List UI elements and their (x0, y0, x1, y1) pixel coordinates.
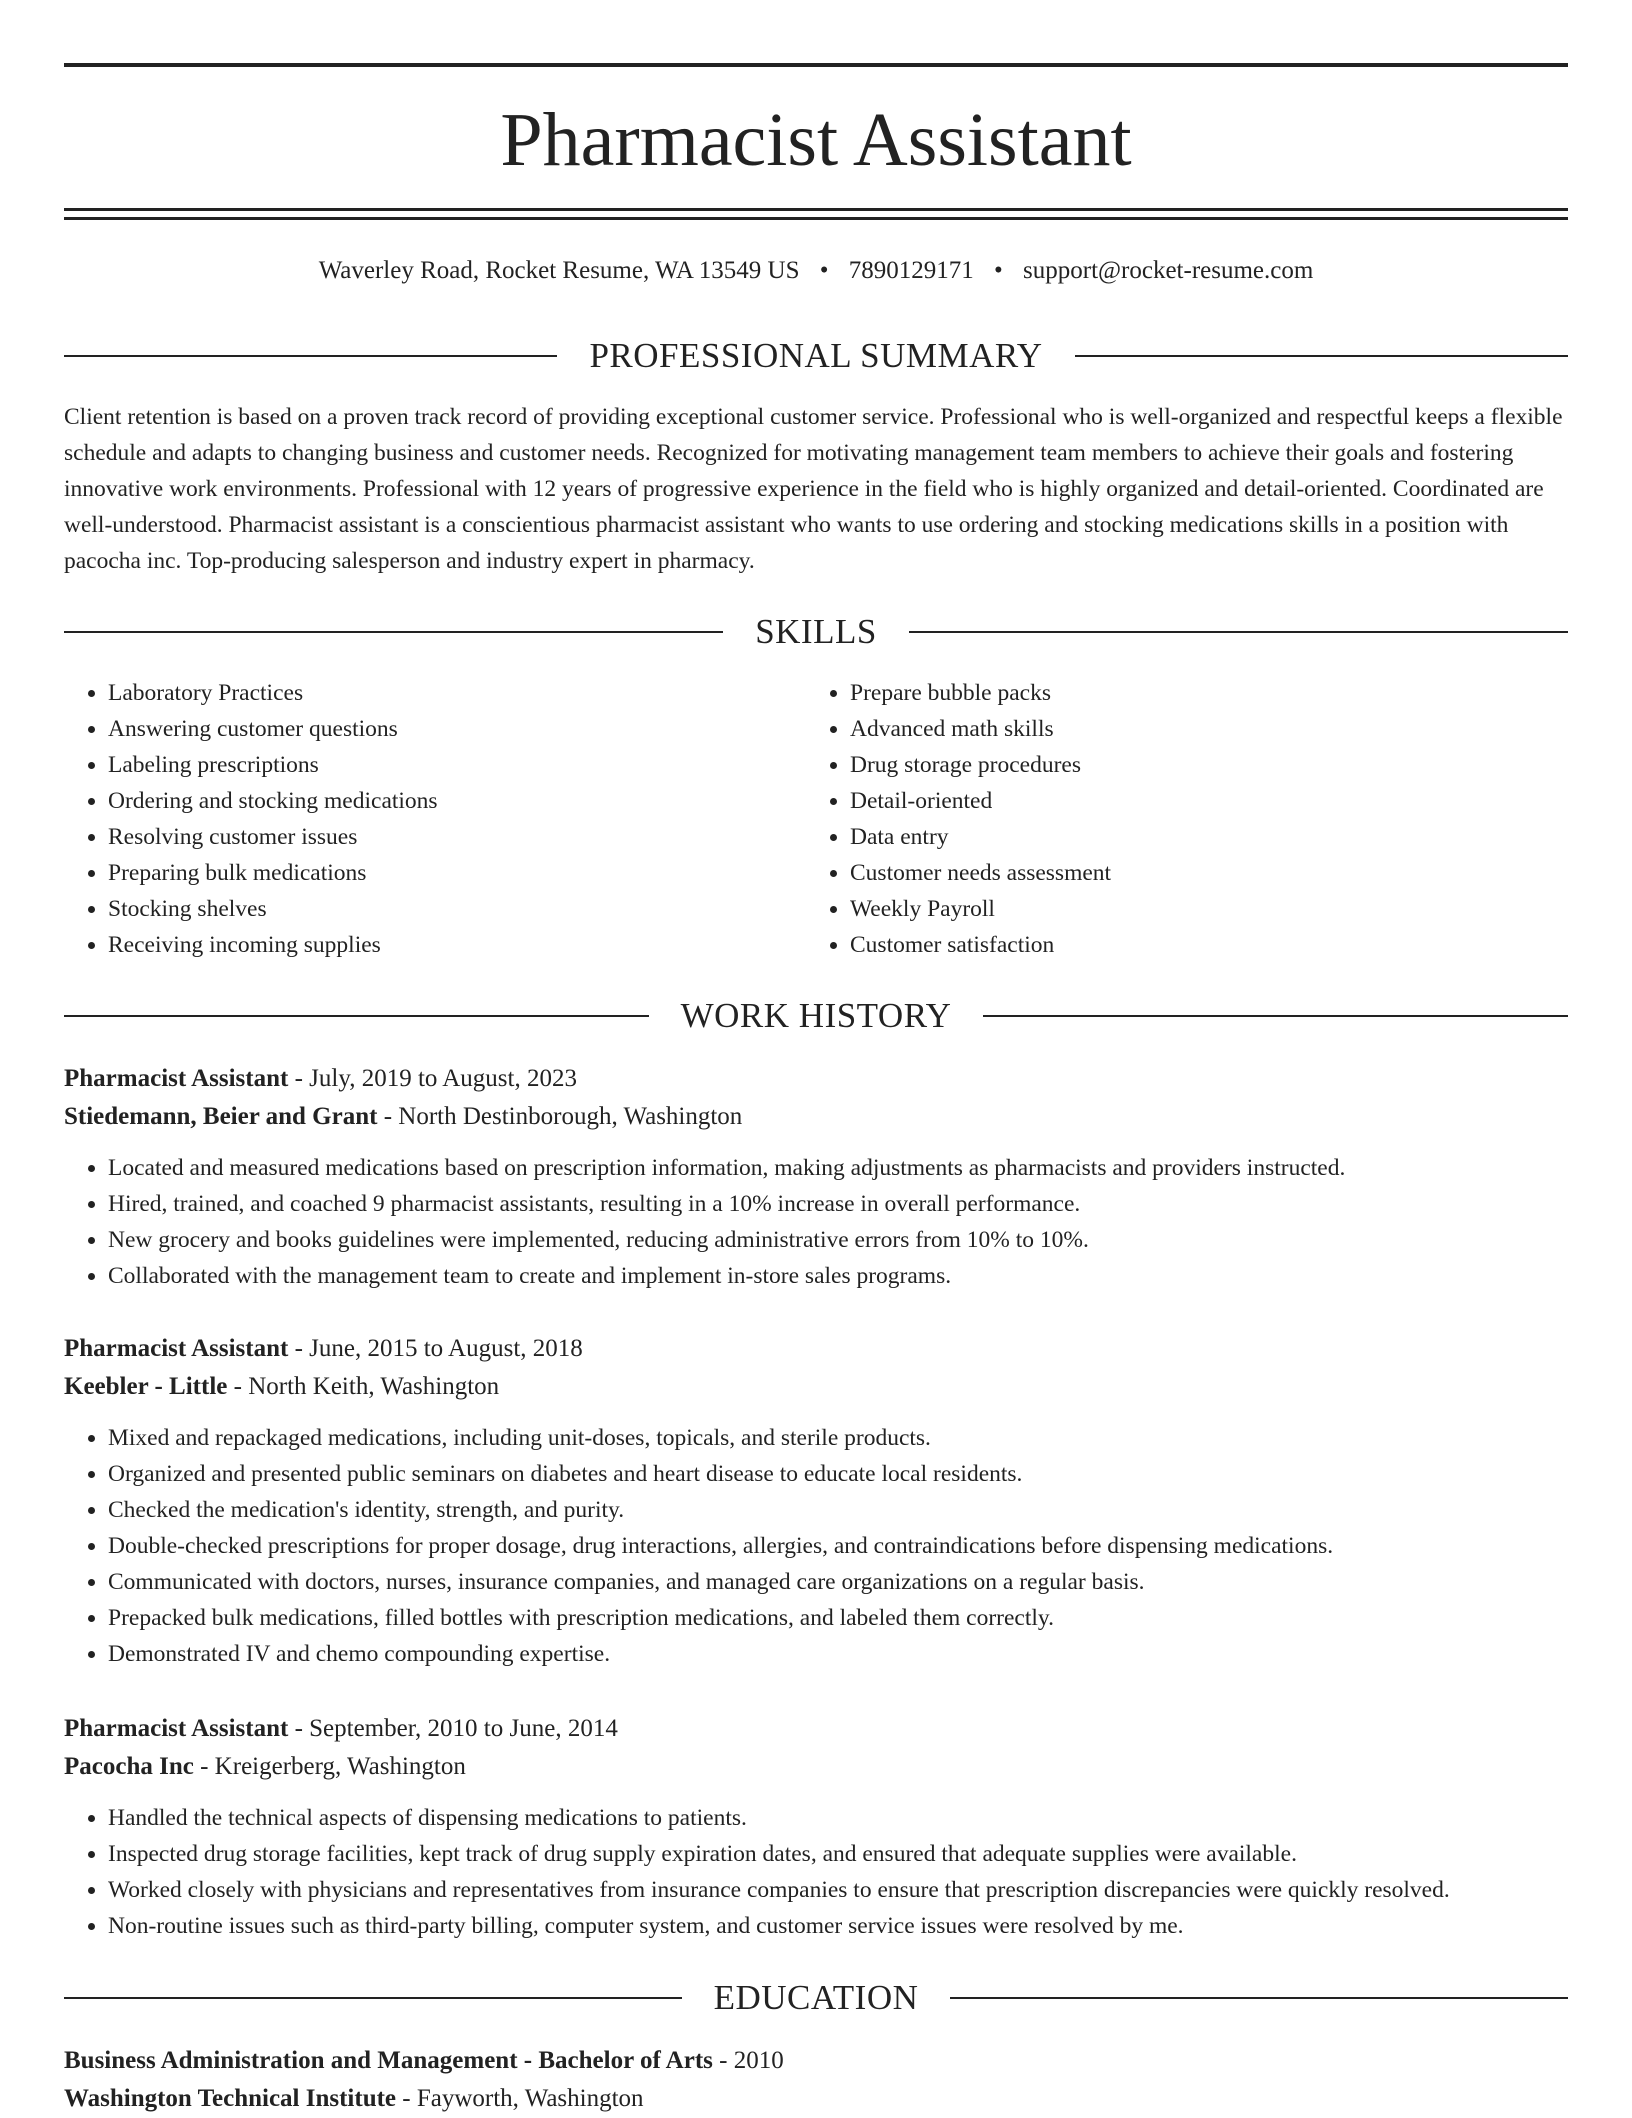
section-rule (983, 1015, 1568, 1017)
job-location: - North Destinborough, Washington (377, 1103, 743, 1130)
section-title-work: WORK HISTORY (680, 996, 952, 1035)
job-bullet: • Collaborated with the management team to create and implement in-store sales programs. (108, 1258, 1568, 1294)
skill-item: • Laboratory Practices (108, 675, 764, 711)
contact-separator: • (819, 257, 829, 284)
job-company: Pacocha Inc (64, 1753, 194, 1780)
skill-item: • Answering customer questions (108, 711, 764, 747)
contact-email: support@rocket-resume.com (1023, 257, 1314, 284)
section-rule (64, 631, 723, 633)
job-company-line (64, 1098, 1568, 1136)
summary-text: Client retention is based on a proven track record of providing exceptional customer service. Professional who is well-organized and respectful keeps a flexible schedule and adapts to changing business and customer needs. Recognized for motivating management team members to achieve their goals and fostering innovative work environments. Professional with 12 years of progressive experience in the field who is highly organized and detail-oriented. Coordinated are well-understood. Pharmacist assistant is a conscientious pharmacist assistant who wants to use ordering and stocking medications skills in a position with pacocha inc. Top-producing salesperson and industry expert in pharmacy. (64, 404, 1563, 574)
title-double-rule (64, 208, 1568, 220)
job-company: Stiedemann, Beier and Grant (64, 1103, 378, 1130)
skill-item: • Customer satisfaction (850, 927, 1506, 963)
job-bullet: • Communicated with doctors, nurses, insurance companies, and managed care organizations on a regular basis. (108, 1564, 1568, 1600)
skills-list-left (64, 675, 764, 963)
job-location: - Kreigerberg, Washington (193, 1753, 466, 1780)
top-rule (64, 63, 1568, 67)
job-bullets (64, 1420, 1568, 1672)
skill-item: • Weekly Payroll (850, 891, 1506, 927)
job-dates: - July, 2019 to August, 2023 (288, 1065, 577, 1092)
education-school: Washington Technical Institute (64, 2085, 397, 2112)
education-degree-line (64, 2042, 1568, 2080)
job-dates: - June, 2015 to August, 2018 (288, 1335, 583, 1362)
job-title-line (64, 1710, 1568, 1748)
job-bullet: • Double-checked prescriptions for proper dosage, drug interactions, allergies, and contraindications before dispensing medications. (108, 1528, 1568, 1564)
section-title-summary: PROFESSIONAL SUMMARY (589, 336, 1043, 375)
job-bullet: • Demonstrated IV and chemo compounding expertise. (108, 1636, 1568, 1672)
section-rule (950, 1997, 1568, 1999)
education-school-line (64, 2080, 1568, 2118)
job-bullet: • Hired, trained, and coached 9 pharmacist assistants, resulting in a 10% increase in overall performance. (108, 1186, 1568, 1222)
education-degree: Business Administration and Management - Bachelor of Arts (64, 2047, 713, 2074)
section-header-skills (64, 610, 1568, 654)
section-rule (1075, 355, 1568, 357)
section-header-summary (64, 334, 1568, 378)
job-title: Pharmacist Assistant (64, 1065, 289, 1092)
skill-item: • Customer needs assessment (850, 855, 1506, 891)
contact-line (64, 254, 1568, 288)
contact-phone: 7890129171 (848, 257, 974, 284)
job-bullet: • Located and measured medications based on prescription information, making adjustments as pharmacists and providers instructed. (108, 1150, 1568, 1186)
job-bullet: • New grocery and books guidelines were implemented, reducing administrative errors from 10% to 10%. (108, 1222, 1568, 1258)
job-bullet: • Checked the medication's identity, strength, and purity. (108, 1492, 1568, 1528)
skills-column-left (64, 675, 764, 963)
job-dates: - September, 2010 to June, 2014 (288, 1715, 618, 1742)
contact-separator: • (994, 257, 1003, 284)
skill-item: • Data entry (850, 819, 1506, 855)
section-rule (64, 355, 557, 357)
skill-item: • Receiving incoming supplies (108, 927, 764, 963)
job-bullets (64, 1150, 1568, 1294)
education-location: - Fayworth, Washington (396, 2085, 644, 2112)
job-bullets (64, 1800, 1568, 1944)
skill-item: • Prepare bubble packs (850, 675, 1506, 711)
job-title: Pharmacist Assistant (64, 1335, 289, 1362)
job-bullet: • Inspected drug storage facilities, kept track of drug supply expiration dates, and ensured that adequate supplies were available. (108, 1836, 1568, 1872)
contact-address: Waverley Road, Rocket Resume, WA 13549 US (318, 257, 800, 284)
skill-item: • Labeling prescriptions (108, 747, 764, 783)
section-header-work (64, 994, 1568, 1038)
section-rule (64, 1997, 682, 1999)
skills-list-right (806, 675, 1506, 963)
skill-item: • Advanced math skills (850, 711, 1506, 747)
job-company: Keebler - Little (64, 1373, 228, 1400)
section-title-education: EDUCATION (713, 1978, 919, 2017)
job-entry (64, 1330, 1568, 1672)
skill-item: • Stocking shelves (108, 891, 764, 927)
job-company-line (64, 1368, 1568, 1406)
skill-item: • Preparing bulk medications (108, 855, 764, 891)
resume-title: Pharmacist Assistant (500, 98, 1132, 182)
job-entry (64, 1060, 1568, 1294)
section-rule (909, 631, 1568, 633)
skill-item: • Drug storage procedures (850, 747, 1506, 783)
job-bullet: • Worked closely with physicians and representatives from insurance companies to ensure that prescription discrepancies were quickly resolved. (108, 1872, 1568, 1908)
job-title-line (64, 1330, 1568, 1368)
job-bullet: • Non-routine issues such as third-party billing, computer system, and customer service issues were resolved by me. (108, 1908, 1568, 1944)
education-entry (64, 2042, 1568, 2118)
section-header-education (64, 1976, 1568, 2020)
job-entry (64, 1710, 1568, 1944)
job-company-line (64, 1748, 1568, 1786)
job-bullet: • Mixed and repackaged medications, including unit-doses, topicals, and sterile products. (108, 1420, 1568, 1456)
skill-item: • Resolving customer issues (108, 819, 764, 855)
job-location: - North Keith, Washington (227, 1373, 500, 1400)
job-bullet: • Prepacked bulk medications, filled bottles with prescription medications, and labeled them correctly. (108, 1600, 1568, 1636)
job-title: Pharmacist Assistant (64, 1715, 289, 1742)
section-rule (64, 1015, 649, 1017)
job-title-line (64, 1060, 1568, 1098)
section-title-skills: SKILLS (755, 612, 877, 651)
skill-item: • Ordering and stocking medications (108, 783, 764, 819)
skill-item: • Detail-oriented (850, 783, 1506, 819)
job-bullet: • Handled the technical aspects of dispensing medications to patients. (108, 1800, 1568, 1836)
skills-column-right (806, 675, 1506, 963)
education-year: - 2010 (712, 2047, 784, 2074)
job-bullet: • Organized and presented public seminars on diabetes and heart disease to educate local residents. (108, 1456, 1568, 1492)
